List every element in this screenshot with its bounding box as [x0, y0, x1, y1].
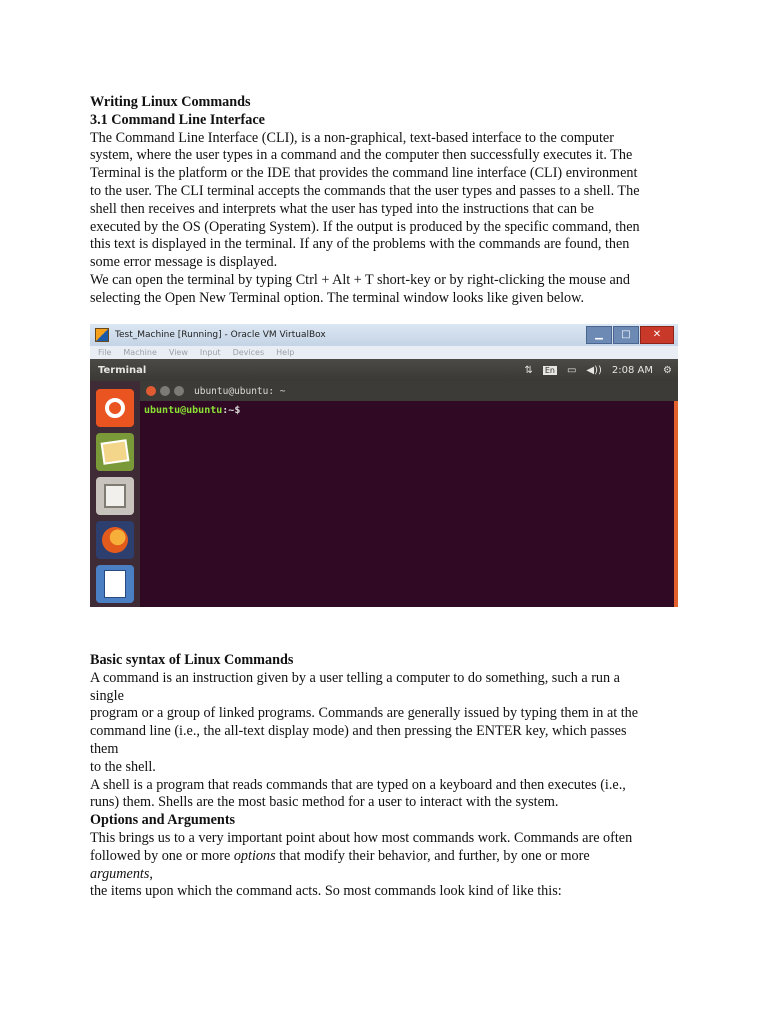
- shell-paragraph: [90, 777, 678, 813]
- file-cabinet-icon: [104, 484, 126, 508]
- para1-line: shell then receives and interprets what the user has typed into the instructions that can be: [90, 200, 594, 217]
- close-button[interactable]: ✕: [640, 326, 674, 344]
- syntax-line: A command is an instruction given by a user telling a computer to do something, such a run a: [90, 669, 620, 686]
- arguments-emphasis: arguments: [90, 865, 150, 882]
- panel-indicators: [524, 359, 672, 381]
- prompt-user: ubuntu@ubuntu: [144, 405, 223, 416]
- ubuntu-top-panel: [90, 359, 678, 381]
- terminal-screenshot: [90, 324, 678, 607]
- shell-prompt: [144, 405, 240, 416]
- syntax-line: to the shell.: [90, 758, 156, 775]
- para1-line: some error message is displayed.: [90, 254, 278, 271]
- ubuntu-launcher: [90, 381, 140, 607]
- prompt-path: :~: [222, 405, 235, 416]
- settings-gear-icon[interactable]: ⚙: [663, 364, 672, 376]
- launcher-writer-item[interactable]: [96, 565, 134, 603]
- shell-line: A shell is a program that reads commands that are typed on a keyboard and then executes (i.e.,: [90, 776, 626, 793]
- launcher-firefox-item[interactable]: [96, 521, 134, 559]
- prompt-symbol: $: [234, 405, 241, 416]
- options-text: ,: [149, 865, 153, 882]
- options-text: followed by one or more: [90, 847, 234, 864]
- syntax-line: single: [90, 687, 124, 704]
- document-body-lower: [90, 652, 678, 901]
- menu-input[interactable]: Input: [199, 348, 221, 357]
- launcher-files-item[interactable]: [96, 477, 134, 515]
- menu-help[interactable]: Help: [276, 348, 295, 357]
- launcher-dash-item[interactable]: [96, 389, 134, 427]
- menu-file[interactable]: File: [98, 348, 112, 357]
- menu-devices[interactable]: Devices: [232, 348, 265, 357]
- document-icon: [104, 570, 126, 598]
- syntax-paragraph: [90, 670, 678, 777]
- ubuntu-logo-icon: [105, 398, 125, 418]
- virtualbox-titlebar: [90, 324, 678, 346]
- window-title: Test_Machine [Running] - Oracle VM VirtualBox: [115, 330, 326, 340]
- menu-view[interactable]: View: [168, 348, 188, 357]
- keyboard-layout-icon[interactable]: En: [544, 365, 555, 375]
- para1-line: system, where the user types in a command and the computer then successfully executes it. The: [90, 147, 633, 164]
- doc-heading: Writing Linux Commands: [90, 94, 251, 110]
- options-line: [90, 848, 678, 866]
- syntax-line: program or a group of linked programs. Commands are generally issued by typing them in at the: [90, 705, 639, 722]
- terminal-close-icon[interactable]: [146, 386, 156, 396]
- open-terminal-paragraph: [90, 272, 678, 308]
- para1-line: this text is displayed in the terminal. If any of the problems with the commands are found, then: [90, 236, 630, 253]
- battery-icon[interactable]: ▭: [566, 364, 577, 376]
- panel-app-title: Terminal: [98, 364, 147, 376]
- menu-machine[interactable]: Machine: [123, 348, 157, 357]
- para2-line: selecting the Open New Terminal option. The terminal window looks like given below.: [90, 289, 585, 306]
- para1-line: The Command Line Interface (CLI), is a non-graphical, text-based interface to the computer: [90, 129, 614, 146]
- firefox-icon: [102, 527, 128, 553]
- virtualbox-menubar: [90, 346, 678, 359]
- syntax-heading: Basic syntax of Linux Commands: [90, 652, 294, 668]
- installer-icon: [101, 439, 130, 464]
- para1-line: Terminal is the platform or the IDE that provides the command line interface (CLI) environment: [90, 165, 638, 182]
- terminal-body[interactable]: [140, 401, 674, 607]
- options-line: the items upon which the command acts. So most commands look kind of like this:: [90, 883, 562, 900]
- terminal-scrollbar[interactable]: [674, 401, 678, 607]
- options-emphasis: options: [233, 847, 276, 864]
- options-heading: Options and Arguments: [90, 812, 236, 829]
- terminal-titlebar: [140, 381, 678, 401]
- para1-line: executed by the OS (Operating System). If the output is produced by the specific command, then: [90, 218, 640, 235]
- network-icon[interactable]: ⇅: [524, 364, 533, 376]
- shell-line: runs) them. Shells are the most basic method for a user to interact with the system.: [90, 794, 559, 811]
- para2-line: We can open the terminal by typing Ctrl + Alt + T short-key or by right-clicking the mouse and: [90, 271, 630, 288]
- terminal-maximize-icon[interactable]: [174, 386, 184, 396]
- maximize-button[interactable]: □: [613, 326, 639, 344]
- terminal-minimize-icon[interactable]: [160, 386, 170, 396]
- section-heading: 3.1 Command Line Interface: [90, 111, 265, 128]
- options-line: This brings us to a very important point about how most commands work. Commands are often: [90, 829, 633, 846]
- launcher-install-item[interactable]: [96, 433, 134, 471]
- document-body: [90, 94, 678, 308]
- terminal-title: ubuntu@ubuntu: ~: [194, 385, 286, 397]
- options-text: that modify their behavior, and further, by one or more: [275, 847, 590, 864]
- clock[interactable]: 2:08 AM: [611, 364, 654, 376]
- volume-icon[interactable]: ◀)): [586, 364, 602, 376]
- window-controls: [586, 326, 674, 344]
- options-line: [90, 866, 678, 884]
- para1-line: to the user. The CLI terminal accepts the commands that the user types and passes to a shell. The: [90, 182, 640, 199]
- syntax-line: them: [90, 740, 119, 757]
- virtualbox-logo-icon: [95, 328, 109, 342]
- syntax-line: command line (i.e., the all-text display mode) and then pressing the ENTER key, which passes: [90, 723, 627, 740]
- options-paragraph: [90, 830, 678, 901]
- cli-paragraph: [90, 130, 678, 272]
- minimize-button[interactable]: ▁: [586, 326, 612, 344]
